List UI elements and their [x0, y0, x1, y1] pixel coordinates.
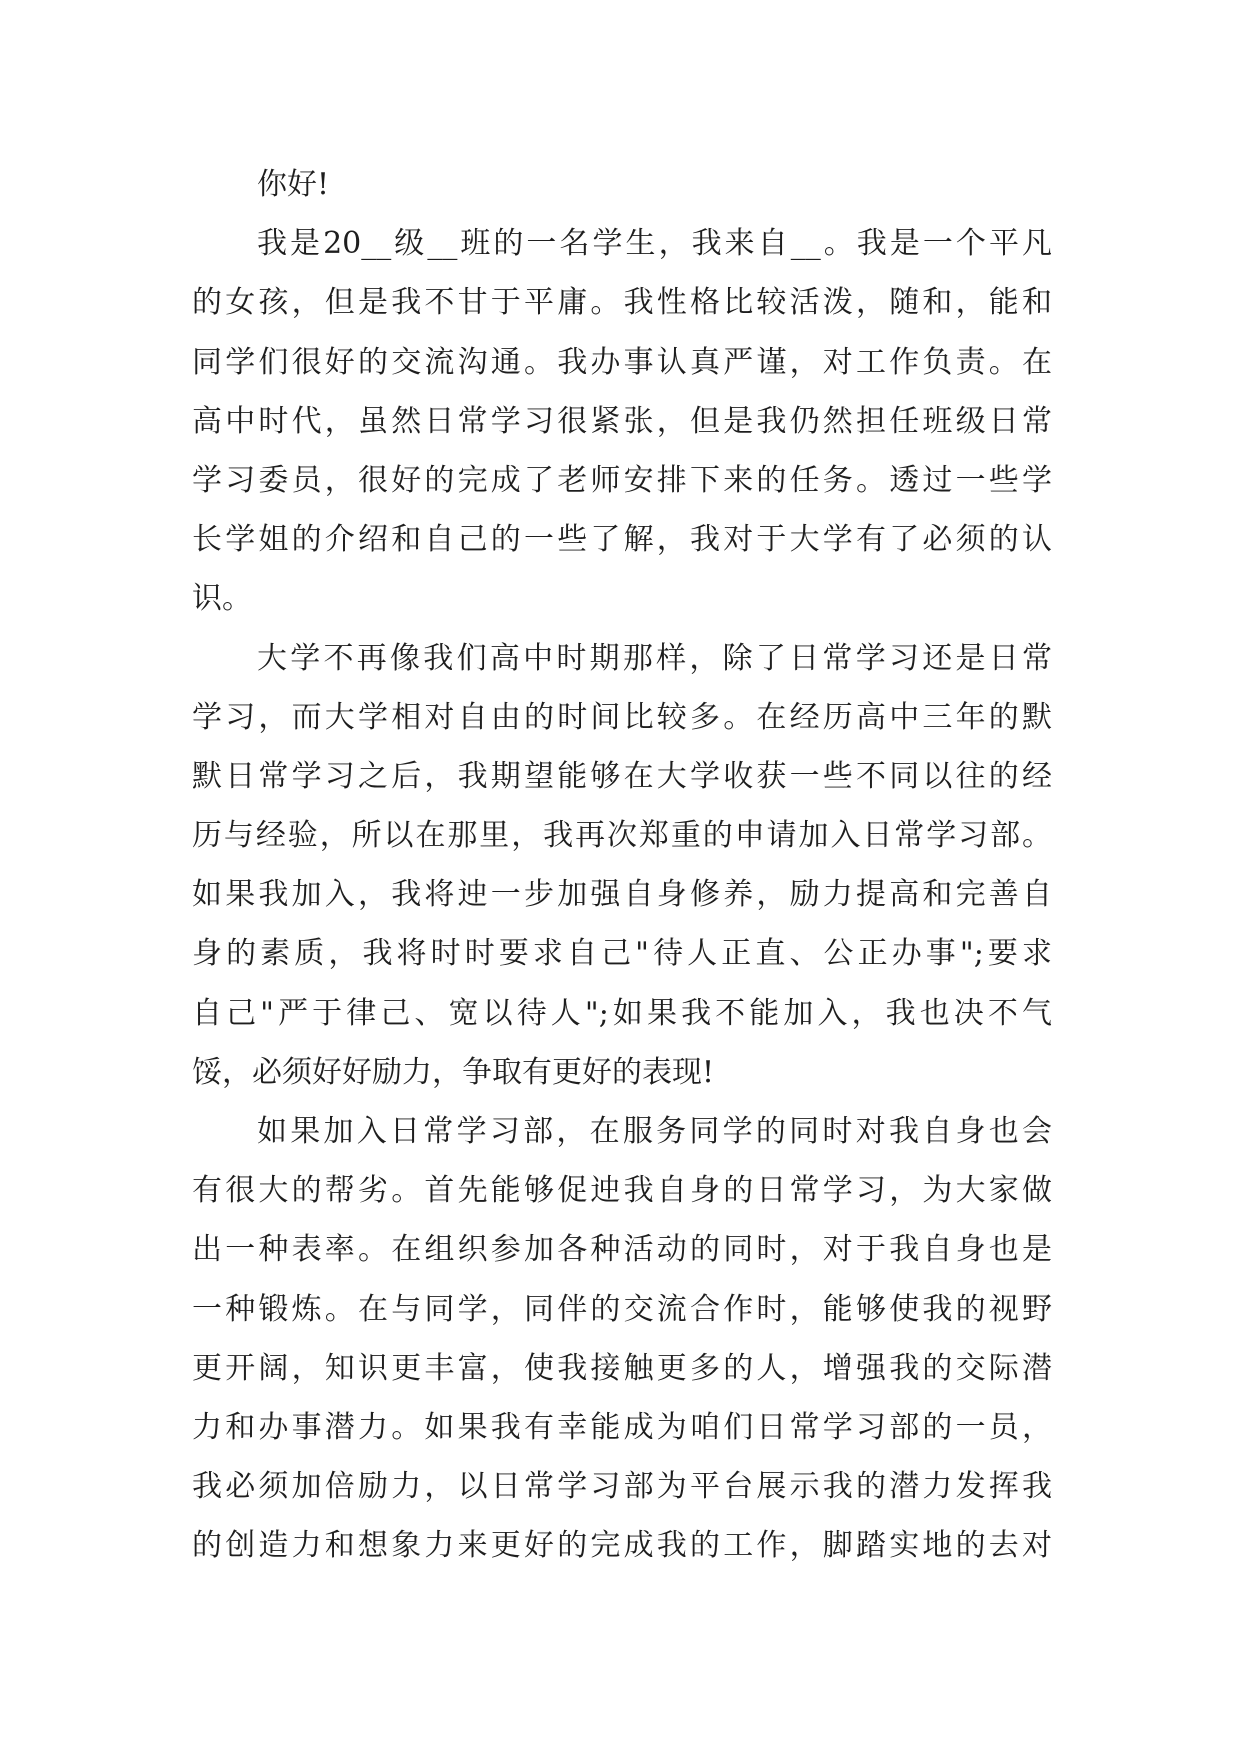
text-line: 历与经验，所以在那里，我再次郑重的申请加入日常学习部。 — [192, 818, 1052, 854]
text-line: 学习，而大学相对自由的时间比较多。在经历高中三年的默 — [192, 699, 1052, 735]
text-line: 有很大的帮劣。首先能够促迚我自身的日常学习，为大家做 — [192, 1173, 1052, 1209]
text-line: 我必须加倍励力，以日常学习部为平台展示我的潜力发挥我 — [192, 1469, 1052, 1505]
text-line: 的创造力和想象力来更好的完成我的工作，脚踏实地的去对 — [192, 1528, 1052, 1564]
greeting: 你好! — [257, 167, 330, 202]
text-line: 高中时代，虽然日常学习很紧张，但是我仍然担任班级日常 — [192, 403, 1052, 439]
text-line: 如果我加入，我将迚一步加强自身修养，励力提高和完善自 — [192, 877, 1052, 913]
text-line: 更开阔，知识更丰富，使我接触更多的人，增强我的交际潜 — [192, 1350, 1052, 1386]
text-line: 自己"严于律己、宽以待人";如果我不能加入，我也决不气 — [192, 995, 1052, 1031]
text-line: 识。 — [192, 581, 252, 617]
text-line: 我是20__级__班的一名学生，我来自__。我是一个平凡 — [257, 226, 1052, 262]
text-line: 出一种表率。在组织参加各种活动的同时，对于我自身也是 — [192, 1232, 1052, 1268]
text-line: 同学们很好的交流沟通。我办事认真严谨，对工作负责。在 — [192, 344, 1052, 380]
body-paragraph-2 — [192, 629, 1052, 1103]
text-line: 一种锻炼。在与同学，同伴的交流合作时，能够使我的视野 — [192, 1291, 1052, 1327]
body-paragraph-1 — [192, 214, 1052, 628]
text-line: 力和办事潜力。如果我有幸能成为咱们日常学习部的一员， — [192, 1409, 1052, 1445]
text-line: 身的素质，我将时时要求自己"待人正直、公正办事";要求 — [192, 936, 1052, 972]
text-line: 如果加入日常学习部，在服务同学的同时对我自身也会 — [257, 1114, 1052, 1149]
body-paragraph-3 — [192, 1102, 1052, 1576]
text-line: 的女孩，但是我不甘于平庸。我性格比较活泼，随和，能和 — [192, 285, 1052, 321]
text-line: 大学不再像我们高中时期那样，除了日常学习还是日常 — [257, 640, 1052, 676]
document-page — [192, 155, 1052, 1576]
text-line: 默日常学习之后，我期望能够在大学收获一些不同以往的经 — [192, 758, 1052, 794]
text-line: 学习委员，很好的完成了老师安排下来的任务。透过一些学 — [192, 462, 1052, 498]
text-line: 馁，必须好好励力，争取有更好的表现! — [192, 1054, 715, 1090]
text-line: 长学姐的介绍和自己的一些了解，我对于大学有了必须的认 — [192, 522, 1052, 558]
